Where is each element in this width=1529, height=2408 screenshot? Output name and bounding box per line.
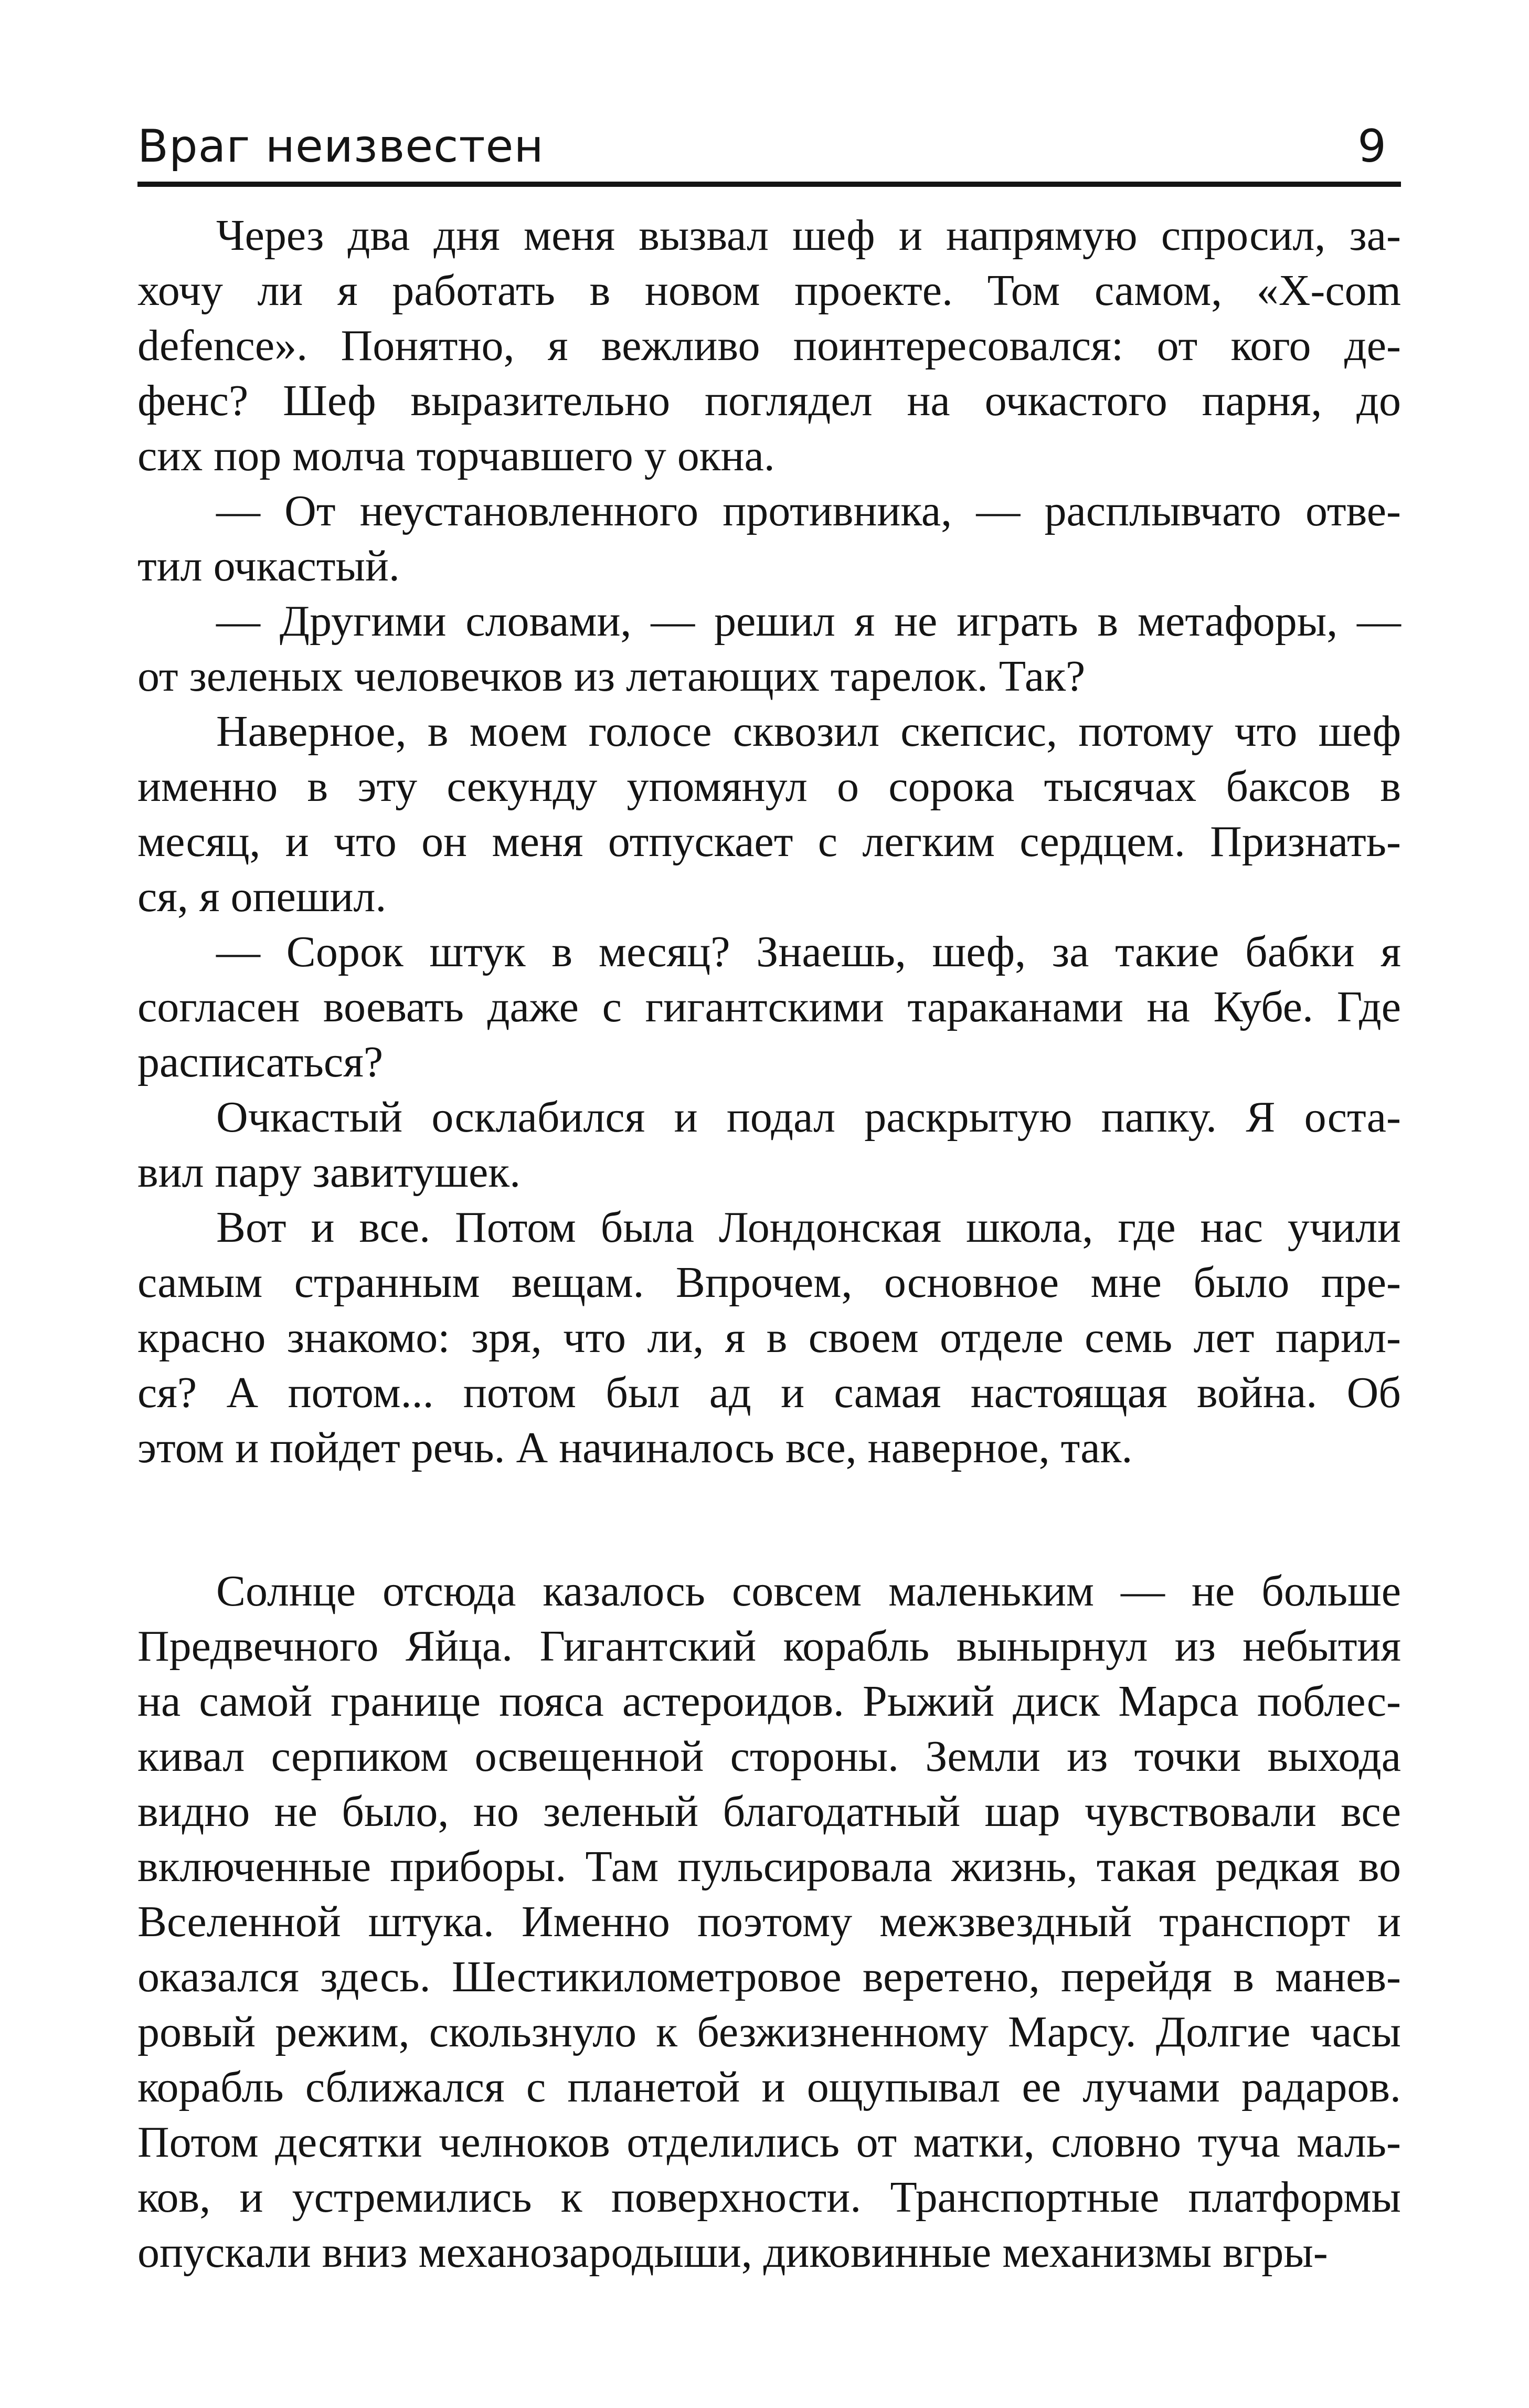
header-rule [137, 182, 1401, 187]
text-line: корабль сближался с планетой и ощупывал ее лучами радаров. [137, 2063, 1401, 2111]
text-line: Солнце отсюда казалось совсем маленьким — не больше [216, 1567, 1401, 1615]
text-line: согласен воевать даже с гигантскими тараканами на Кубе. Где [137, 983, 1401, 1031]
text-line: видно не было, но зеленый благодатный шар чувствовали все [137, 1787, 1401, 1836]
text-line: именно в эту секунду упомянул о сорока тысячах баксов в [137, 762, 1401, 811]
paragraph [137, 1564, 1401, 2280]
text-line: самым странным вещам. Впрочем, основное мне было пре- [137, 1258, 1401, 1307]
text-line: — От неустановленного противника, — расплывчато отве- [216, 487, 1401, 535]
paragraph [137, 1200, 1401, 1475]
text-line: Предвечного Яйца. Гигантский корабль вынырнул из небытия [137, 1622, 1401, 1671]
body-text [137, 208, 1401, 2280]
text-line: хочу ли я работать в новом проекте. Том самом, «X-com [137, 266, 1401, 315]
text-line: defence». Понятно, я вежливо поинтересовался: от кого де- [137, 321, 1401, 370]
text-line: месяц, и что он меня отпускает с легким сердцем. Признать- [137, 817, 1401, 866]
text-line: кивал серпиком освещенной стороны. Земли из точки выхода [137, 1732, 1401, 1781]
paragraph [137, 1090, 1401, 1200]
text-line: ся, я опешил. [137, 872, 387, 921]
text-line: Очкастый осклабился и подал раскрытую папку. Я оста- [216, 1093, 1401, 1142]
paragraph [137, 208, 1401, 483]
text-line: сих пор молча торчавшего у окна. [137, 431, 775, 480]
text-line: Вот и все. Потом была Лондонская школа, где нас учили [216, 1203, 1401, 1252]
text-line: фенс? Шеф выразительно поглядел на очкастого парня, до [137, 376, 1401, 425]
text-line: этом и пойдет речь. А начиналось все, наверное, так. [137, 1423, 1133, 1472]
text-line: Наверное, в моем голосе сквозил скепсис, потому что шеф [216, 707, 1401, 756]
text-line: красно знакомо: зря, что ли, я в своем отделе семь лет парил- [137, 1313, 1401, 1362]
text-line: от зеленых человечков из летающих тарелок. Так? [137, 652, 1086, 701]
text-line: ровый режим, скользнуло к безжизненному Марсу. Долгие часы [137, 2008, 1401, 2056]
paragraph [137, 594, 1401, 704]
text-line: опускали вниз механозародыши, диковинные механизмы вгры- [137, 2228, 1328, 2277]
text-line: тил очкастый. [137, 542, 400, 590]
text-line: ков, и устремились к поверхности. Транспортные платформы [137, 2173, 1401, 2222]
running-title: Враг неизвестен [137, 120, 544, 173]
text-line: — Другими словами, — решил я не играть в метафоры, — [216, 597, 1401, 646]
text-line: — Сорок штук в месяц? Знаешь, шеф, за такие бабки я [216, 927, 1401, 976]
page-number: 9 [1357, 120, 1386, 173]
section-break [137, 1475, 1401, 1564]
text-line: Через два дня меня вызвал шеф и напрямую спросил, за- [216, 211, 1401, 260]
text-line: на самой границе пояса астероидов. Рыжий диск Марса поблес- [137, 1677, 1401, 1726]
text-line: Вселенной штука. Именно поэтому межзвездный транспорт и [137, 1897, 1401, 1946]
text-line: вил пару завитушек. [137, 1148, 521, 1197]
text-line: оказался здесь. Шестикилометровое веретено, перейдя в манев- [137, 1952, 1401, 2001]
paragraph [137, 483, 1401, 594]
text-line: расписаться? [137, 1038, 384, 1086]
text-line: ся? А потом... потом был ад и самая настоящая война. Об [137, 1368, 1401, 1417]
paragraph [137, 924, 1401, 1090]
paragraph [137, 704, 1401, 924]
text-line: включенные приборы. Там пульсировала жизнь, такая редкая во [137, 1842, 1401, 1891]
page-header [137, 118, 1401, 181]
text-line: Потом десятки челноков отделились от матки, словно туча маль- [137, 2118, 1401, 2167]
